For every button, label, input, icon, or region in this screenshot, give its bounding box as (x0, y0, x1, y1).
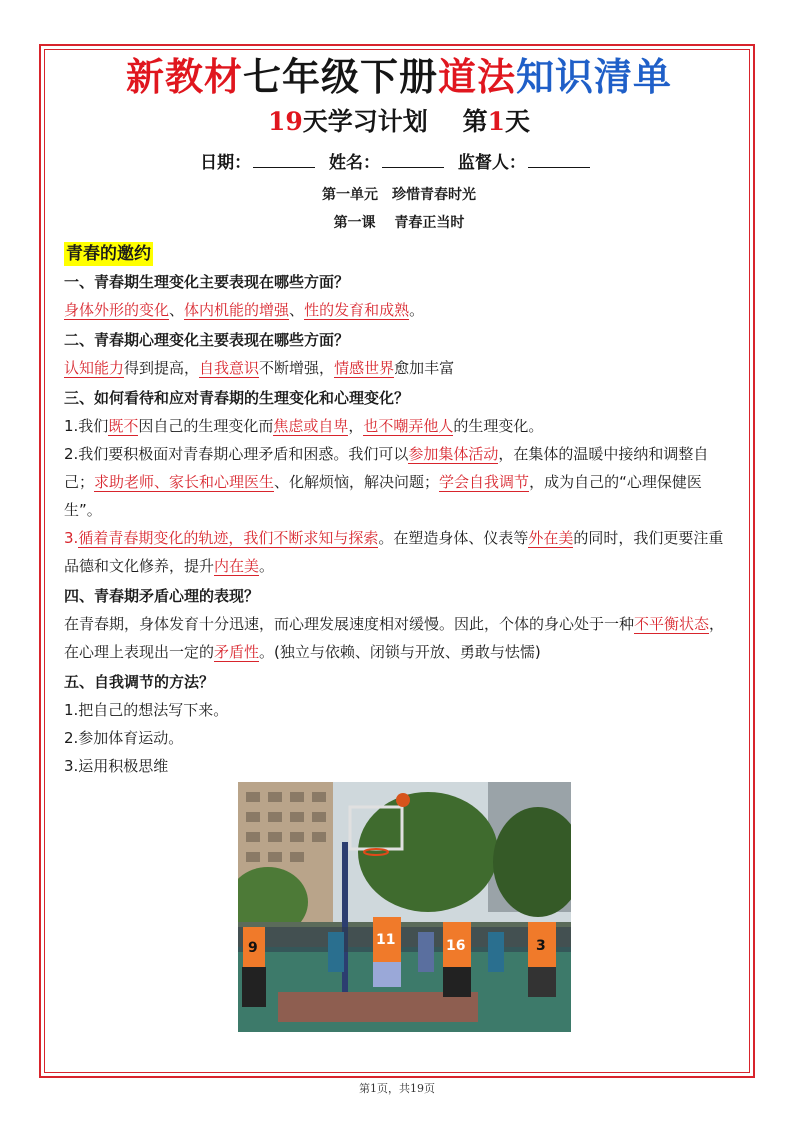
meta-fields (64, 150, 734, 176)
title-part-grade: 七年级下册 (242, 54, 438, 99)
text: 2.我们要积极面对青春期心理矛盾和困惑。我们可以 (64, 445, 409, 463)
highlight: 参加集体活动 (408, 445, 499, 463)
text: 。在塑造身体、仪表等 (378, 529, 529, 547)
title-part-subject: 道法 (438, 54, 517, 99)
question-2: 二、青春期心理变化主要表现在哪些方面？ (64, 331, 350, 349)
text: 的同时，我们更要注重品德和文化修养，提升 (64, 529, 724, 575)
answer-3-point-1 (64, 412, 734, 440)
answer-3-point-3 (64, 524, 734, 580)
basketball-photo (238, 782, 571, 1032)
document-body (64, 52, 734, 780)
date-label: 日期： (200, 153, 252, 173)
day-suffix: 天 (505, 107, 531, 136)
day-prefix: 第 (462, 107, 488, 136)
highlight: 内在美 (214, 557, 260, 575)
plan-days-number: 19 (267, 107, 303, 136)
name-label: 姓名： (329, 153, 380, 173)
highlight: 矛盾性 (214, 643, 260, 661)
answer-2-text-2: 不断增强， (259, 359, 335, 377)
method-3: 3.运用积极思维 (64, 757, 169, 775)
jersey-number: 16 (446, 938, 466, 954)
text: ，在心理上表现出一定的 (64, 615, 725, 661)
text: 1.我们 (64, 417, 109, 435)
text: ，成为自己的“心理保健医生”。 (64, 473, 702, 519)
page-footer: 第1页，共19页 (359, 1082, 435, 1095)
question-3: 三、如何看待和应对青春期的生理变化和心理变化？ (64, 389, 410, 407)
answer-4 (64, 610, 734, 666)
jersey-number: 11 (376, 932, 396, 948)
highlight: 学会自我调节 (439, 473, 530, 491)
photo-tree-center (358, 792, 498, 912)
day-number: 1 (487, 107, 506, 136)
unit-title: 第一单元 珍惜青春时光 (322, 187, 476, 203)
highlight: 求助老师、家长和心理医生 (94, 473, 275, 491)
photo-basketball (396, 793, 410, 807)
method-2: 2.参加体育运动。 (64, 729, 184, 747)
highlight: 焦虑或自卑 (273, 417, 349, 435)
highlight: 也不嘲弄他人 (363, 417, 454, 435)
title-part-new-textbook: 新教材 (125, 54, 243, 99)
highlight: 3. (64, 529, 79, 547)
highlight: 外在美 (528, 529, 574, 547)
answer-2-term-1: 认知能力 (64, 359, 125, 377)
jersey-number: 9 (248, 940, 258, 956)
method-1: 1.把自己的想法写下来。 (64, 701, 229, 719)
answer-2 (64, 354, 734, 382)
text: 、化解烦恼，解决问题； (274, 473, 440, 491)
text: 的生理变化。 (453, 417, 544, 435)
highlight: 既不 (108, 417, 139, 435)
title-part-checklist: 知识清单 (516, 54, 673, 99)
text: ，在集体的温暖中接纳和调整自己； (64, 445, 709, 491)
highlight: 循着青春期变化的轨迹，我们不断求知与探索 (78, 529, 379, 547)
answer-1-term-2: 体内机能的增强 (184, 301, 290, 319)
date-field[interactable] (253, 153, 315, 168)
jersey-number: 3 (536, 938, 546, 954)
section-title: 青春的邀约 (66, 244, 151, 264)
sep: 、 (169, 301, 185, 319)
text: 在青春期，身体发育十分迅速，而心理发展速度相对缓慢。因此，个体的身心处于一种 (64, 615, 635, 633)
page-title (64, 52, 734, 102)
answer-2-text-1: 得到提高， (124, 359, 200, 377)
supervisor-label: 监督人： (457, 153, 526, 173)
supervisor-field[interactable] (528, 153, 590, 168)
name-field[interactable] (382, 153, 444, 168)
answer-1-term-1: 身体外形的变化 (64, 301, 170, 319)
answer-1 (64, 296, 734, 324)
sep: 、 (289, 301, 305, 319)
question-1: 一、青春期生理变化主要表现在哪些方面？ (64, 273, 350, 291)
question-5: 五、自我调节的方法？ (64, 673, 215, 691)
plan-text: 天学习计划 (302, 107, 428, 136)
answer-3-point-2 (64, 440, 734, 524)
lesson-title: 第一课 青春正当时 (333, 215, 465, 231)
answer-2-term-2: 自我意识 (199, 359, 260, 377)
text: 。(独立与依赖、闭锁与开放、勇敢与怯懦) (259, 643, 541, 661)
section-header-wrap (64, 234, 734, 266)
answer-2-text-3: 愈加丰富 (394, 359, 455, 377)
text: 。 (259, 557, 275, 575)
text: 因自己的生理变化而 (138, 417, 274, 435)
highlight: 不平衡状态 (634, 615, 710, 633)
sep: 。 (409, 301, 425, 319)
answer-2-term-3: 情感世界 (334, 359, 395, 377)
answer-1-term-3: 性的发育和成熟 (304, 301, 410, 319)
text: ， (348, 417, 364, 435)
question-4: 四、青春期矛盾心理的表现？ (64, 587, 260, 605)
study-plan-subtitle (64, 104, 734, 140)
